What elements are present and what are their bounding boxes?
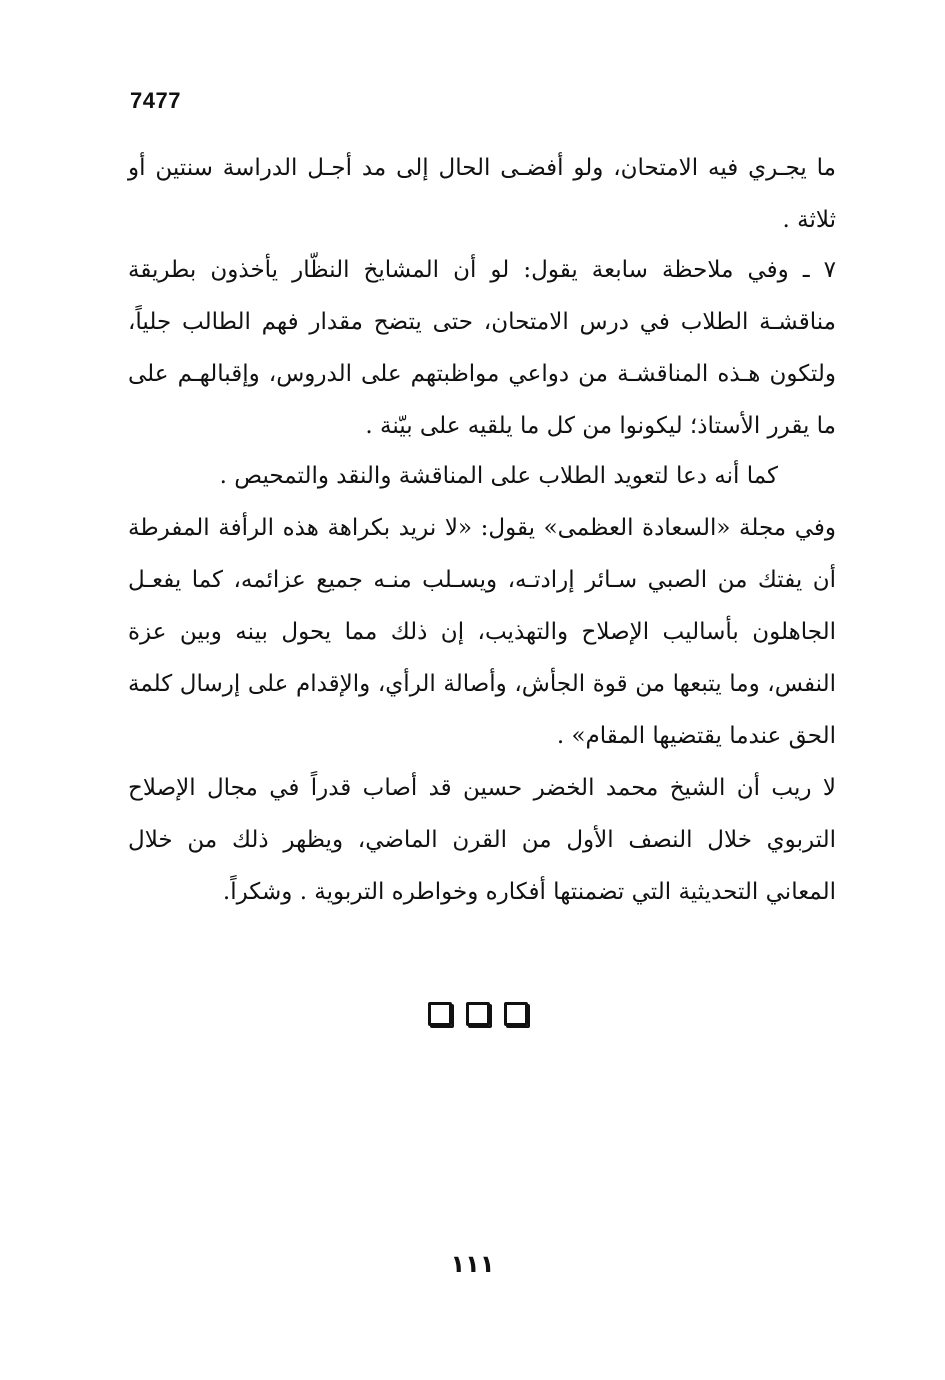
separator-box-icon: [428, 1002, 452, 1026]
page-id: 7477: [130, 88, 181, 113]
paragraph-5-text: لا ريب أن الشيخ محمد الخضر حسين قد أصاب قدراً في مجال الإصلاح التربوي خلال النصف الأول من القرن الماضي، ويظهر ذلك من خلال المعاني التحديثية التي تضمنتها أفكاره وخواطره التربوية . وشكراً.: [128, 775, 836, 905]
paragraph-3: [128, 450, 836, 502]
paragraph-5: [128, 762, 836, 918]
paragraph-2-text: ٧ ـ وفي ملاحظة سابعة يقول: لو أن المشايخ النظّار يأخذون بطريقة مناقشـة الطلاب في درس الامتحان، حتى يتضح مقدار فهم الطالب جلياً، ولتكون هـذه المناقشـة من دواعي مواظبتهم على الدروس، وإقبالهـم على ما يقرر الأستاذ؛ ليكونوا من كل ما يلقيه على بيّنة .: [128, 257, 836, 439]
separator-box-icon: [504, 1002, 528, 1026]
paragraph-4: [128, 502, 836, 762]
section-separator: [428, 1002, 528, 1028]
paragraph-3-text: كما أنه دعا لتعويد الطلاب على المناقشة والنقد والتمحيص .: [219, 463, 778, 489]
separator-box-icon: [466, 1002, 490, 1026]
paragraph-2: [128, 244, 836, 452]
paragraph-4-text: وفي مجلة «السعادة العظمى» يقول: «لا نريد بكراهة هذه الرأفة المفرطة أن يفتك من الصبي سـائر إرادتـه، ويسـلب منـه جميع عزائمه، كما يفعـل الجاهلون بأساليب الإصلاح والتهذيب، إن ذلك مما يحول بينه وبين عزة النفس، وما يتبعها من قوة الجأش، وأصالة الرأي، والإقدام على إرسال كلمة الحق عندما يقتضيها المقام» .: [128, 515, 836, 749]
paragraph-1-text: ما يجـري فيه الامتحان، ولو أفضـى الحال إلى مد أجـل الدراسة سنتين أو ثلاثة .: [128, 155, 836, 233]
paragraph-1: [128, 142, 836, 246]
page-number: ١١١: [450, 1250, 495, 1278]
